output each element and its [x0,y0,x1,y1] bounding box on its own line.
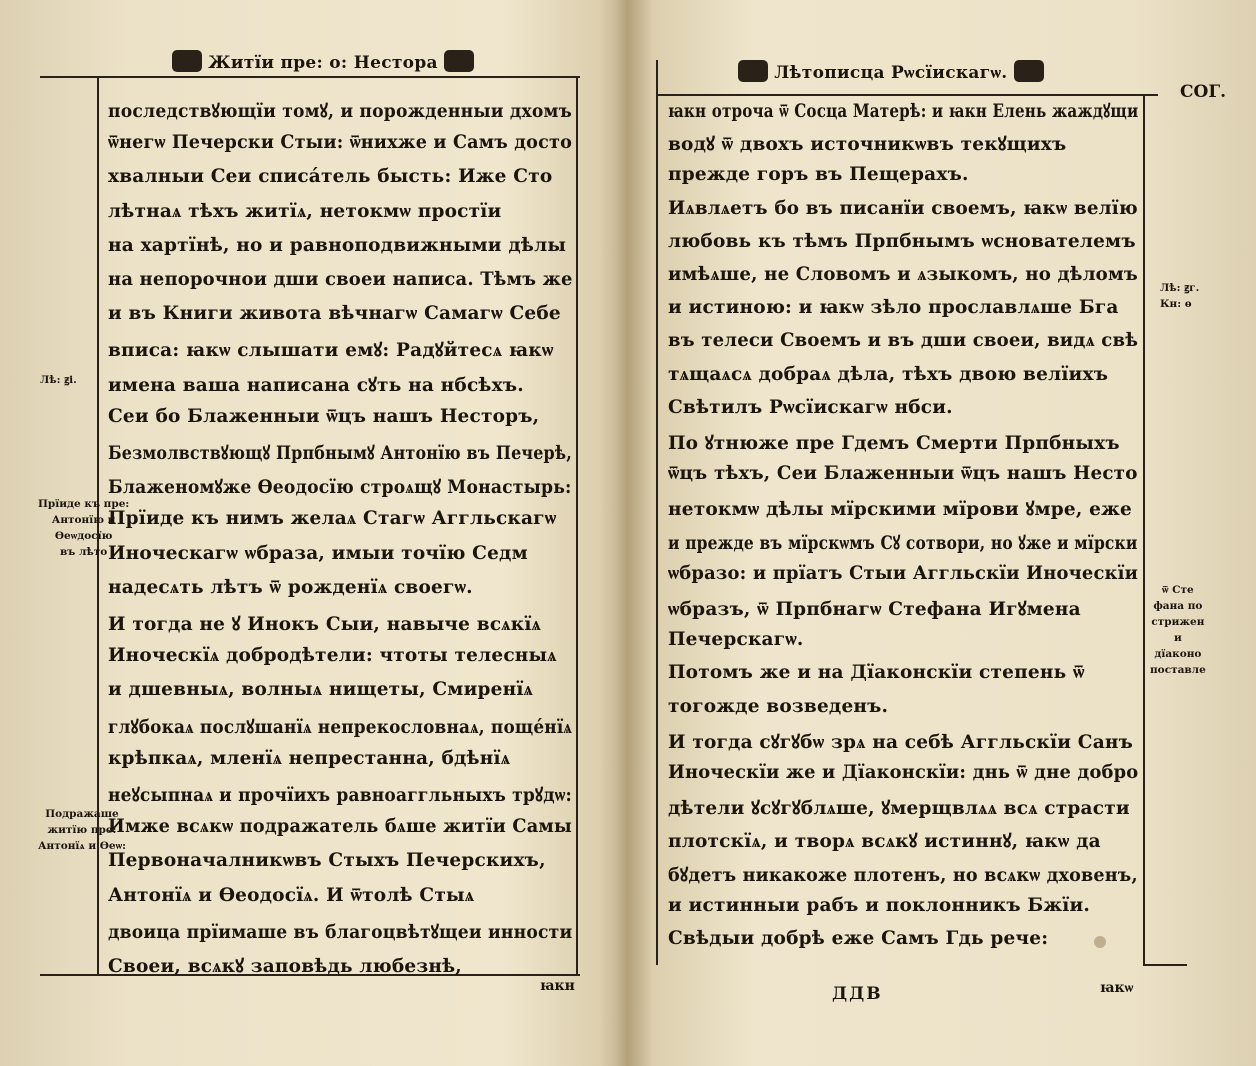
text-line: Печерскагѡ. [668,629,804,651]
margin-note-line: житїю пре: [47,824,117,836]
margin-note-line: Антонїю и [51,514,116,526]
text-line: ѿцъ тѣхъ, Сеи Блаженныи ѿцъ нашъ Несто [668,463,1138,485]
text-line: имѣѧше, не Словомъ и ѧзыкомъ, но дѣломъ [668,264,1138,285]
margin-note-line: Прїиде къ пре: [38,498,130,510]
text-line: и прежде въ мїрскѡмъ Сꙋ сотвори, но ꙋже и мїрски [668,532,1138,554]
text-line: Своеи, всѧкꙋ заповѣдь любезнѣ, [108,956,462,977]
right-frame-outer-rule [1143,94,1145,964]
ornament-icon [172,50,202,72]
margin-note-line: и [1173,632,1182,644]
left-frame-outer-rule [576,76,578,976]
text-line: Антонїѧ и Ѳеодосїѧ. И ѿтолѣ Стыѧ [108,884,475,906]
margin-note-line: Лѣ: ꙃг. [1160,282,1200,294]
right-running-head-text: Лѣтописца Рѡсїискагѡ. [774,63,1008,83]
text-line: Свѣдыи добрѣ еже Самъ Гдь рече: [668,928,1049,949]
text-line: имена ваша написана сꙋть на нбсѣхъ. [108,374,524,396]
right-head-rule [656,94,1158,96]
margin-note-line: Подражаше [45,808,119,820]
text-line: нетокмѡ дѣлы мїрскими мїрови ꙋмре, еже [668,499,1132,521]
text-line: на непорочнои дши своеи написа. Тѣмъ же [108,269,573,290]
margin-note-line: фана по [1153,600,1203,612]
right-frame-inner-rule [656,60,658,965]
text-line: Безмолвствꙋющꙋ Прпбнымꙋ Антонїю въ Печерѣ, [108,443,572,464]
text-line: плотскїѧ, и творѧ всѧкꙋ истиннꙋ, ꙗкѡ да [668,831,1101,853]
left-catchword: ꙗкн [540,978,575,994]
text-line: И тогда сꙋгꙋбѡ зрѧ на себѣ Аггльскїи Санъ [668,731,1134,753]
text-line: И тогда не ꙋ Инокъ Сыи, навыче всѧкїѧ [108,614,541,635]
text-line: лѣтнаѧ тѣхъ житїѧ, нетокмѡ простїи [108,200,502,222]
ornament-icon [444,50,474,72]
ornament-icon [1014,60,1044,82]
book-gutter [600,0,652,1066]
left-margin-note-1 [40,372,77,388]
margin-note-line: въ лѣто [59,546,108,558]
text-line: По ꙋтнюже пре Гдемъ Смерти Прпбныхъ [668,433,1120,454]
right-catchword: ꙗкѡ [1100,980,1134,996]
text-line: на хартїнѣ, но и равноподвижными дѣлы [108,234,567,256]
text-line: Иноческагѡ ѡбраза, имыи точїю Седм [108,542,528,564]
text-line: любовь къ тѣмъ Прпбнымъ ѡснователемъ [668,230,1136,252]
left-margin-note-2 [38,496,129,560]
right-foot-rule [1143,964,1187,966]
text-line: Потомъ же и на Дїаконскїи степень ѿ [668,662,1085,684]
text-line: крѣпкаѧ, мленїѧ непрестанна, бдѣнїѧ [108,747,511,769]
text-line: прежде горъ въ Пещерахъ. [668,164,969,186]
text-line: ѡбразъ, ѿ Прпбнагѡ Стефана Игꙋмена [668,599,1081,620]
text-line: въ телеси Своемъ и въ дши своеи, видѧ свѣ [668,330,1139,352]
left-running-head [172,50,474,73]
margin-note-line: Ѳеѡдосїю [54,530,113,542]
text-line: Первоначалникѡвъ Стыхъ Печерскихъ, [108,850,546,872]
text-line: ꙗкн отроча ѿ Сосца Матерѣ: и ꙗкн Елень жаждꙋщи [668,101,1139,122]
text-line: тѧщаѧсѧ добраѧ дѣла, тѣхъ двою велїихъ [668,363,1109,385]
text-line: Блаженомꙋже Ѳеодосїю строѧщꙋ Монастырь: [108,477,572,499]
left-running-head-text: Житїи пре: о: Нестора [208,53,438,73]
text-line: неꙋсыпнаѧ и прочїихъ равноаггльныхъ трꙋдѡ: [108,785,572,806]
right-margin-note-2 [1150,582,1206,678]
margin-note-line: Кн: ѳ [1160,298,1192,310]
text-line: тогожде возведенъ. [668,695,889,717]
text-line: двоица прїимаше въ благоцвѣтꙋщеи инности [108,921,573,943]
text-line: Иноческїи же и Дїаконскїи: днь ѿ дне добро [668,762,1139,783]
right-margin-note-1 [1160,280,1199,312]
text-line: Имже всѧкѡ подражатель бѧше житїи Самы [108,816,572,838]
margin-note-line: ѿ Сте [1162,584,1194,596]
text-line: хвалныи Сеи спиcа́тель бысть: Иже Сто [108,166,553,188]
text-line: дѣтели ꙋсꙋгꙋблѧше, ꙋмерщвлѧѧ всѧ страсти [668,798,1130,820]
text-line: вписа: ꙗкѡ слышати емꙋ: Радꙋйтесѧ ꙗкѡ [108,340,554,362]
text-line: Иноческїѧ добродѣтели: чтоты телесныѧ [108,645,557,667]
signature-mark: ДДВ [832,984,883,1004]
ornament-icon [738,60,768,82]
text-line: Свѣтилъ Рѡсїискагѡ нбси. [668,396,953,418]
text-line: и въ Книги живота вѣчнагѡ Самагѡ Себе [108,303,561,325]
margin-note-line: стрижен [1151,616,1205,628]
margin-note-line: дїаконо [1154,648,1202,660]
text-line: последствꙋющїи томꙋ, и порожденныи дхомъ [108,101,573,122]
margin-note-line: поставле [1150,664,1206,676]
text-line: водꙋ ѿ двохъ источникѡвъ текꙋщихъ [668,134,1067,156]
text-line: надесѧть лѣтъ ѿ рожденїѧ своегѡ. [108,576,473,598]
paper-stain [1094,936,1106,948]
right-folio-number: СОГ. [1180,82,1226,102]
text-line: и дшевныѧ, волныѧ нищеты, Смиренїѧ [108,679,534,701]
text-line: и истиною: и ꙗкѡ зѣло прославлѧше Бга [668,297,1119,319]
margin-note-line: Лѣ: ꙃі. [40,374,77,386]
text-line: ѡбразо: и прїатъ Стыи Аггльскїи Иноческїи [668,562,1139,584]
right-running-head [738,60,1044,83]
text-line: Сеи бо Блаженныи ѿцъ нашъ Несторъ, [108,405,540,427]
left-head-rule [40,76,580,78]
margin-note-line: Антонїѧ и Ѳеѡ: [38,840,126,852]
text-line: ѿнегѡ Печерски Стыи: ѿнихже и Самъ досто [108,132,573,154]
left-margin-note-3 [38,806,126,854]
text-line: и истинныи рабъ и поклонникъ Бжїи. [668,894,1091,916]
text-line: бꙋдетъ никакоже плотенъ, но всѧкѡ дховенъ, [668,864,1138,886]
text-line: Прїиде къ нимъ желаѧ Стагѡ Аггльскагѡ [108,508,557,530]
text-line: Иѧвлѧетъ бо въ писанїи своемъ, ꙗкѡ велїю [668,197,1138,219]
text-line: глꙋбокаѧ послꙋшанїѧ непрекословнаѧ, поще́нїѧ [108,716,573,738]
